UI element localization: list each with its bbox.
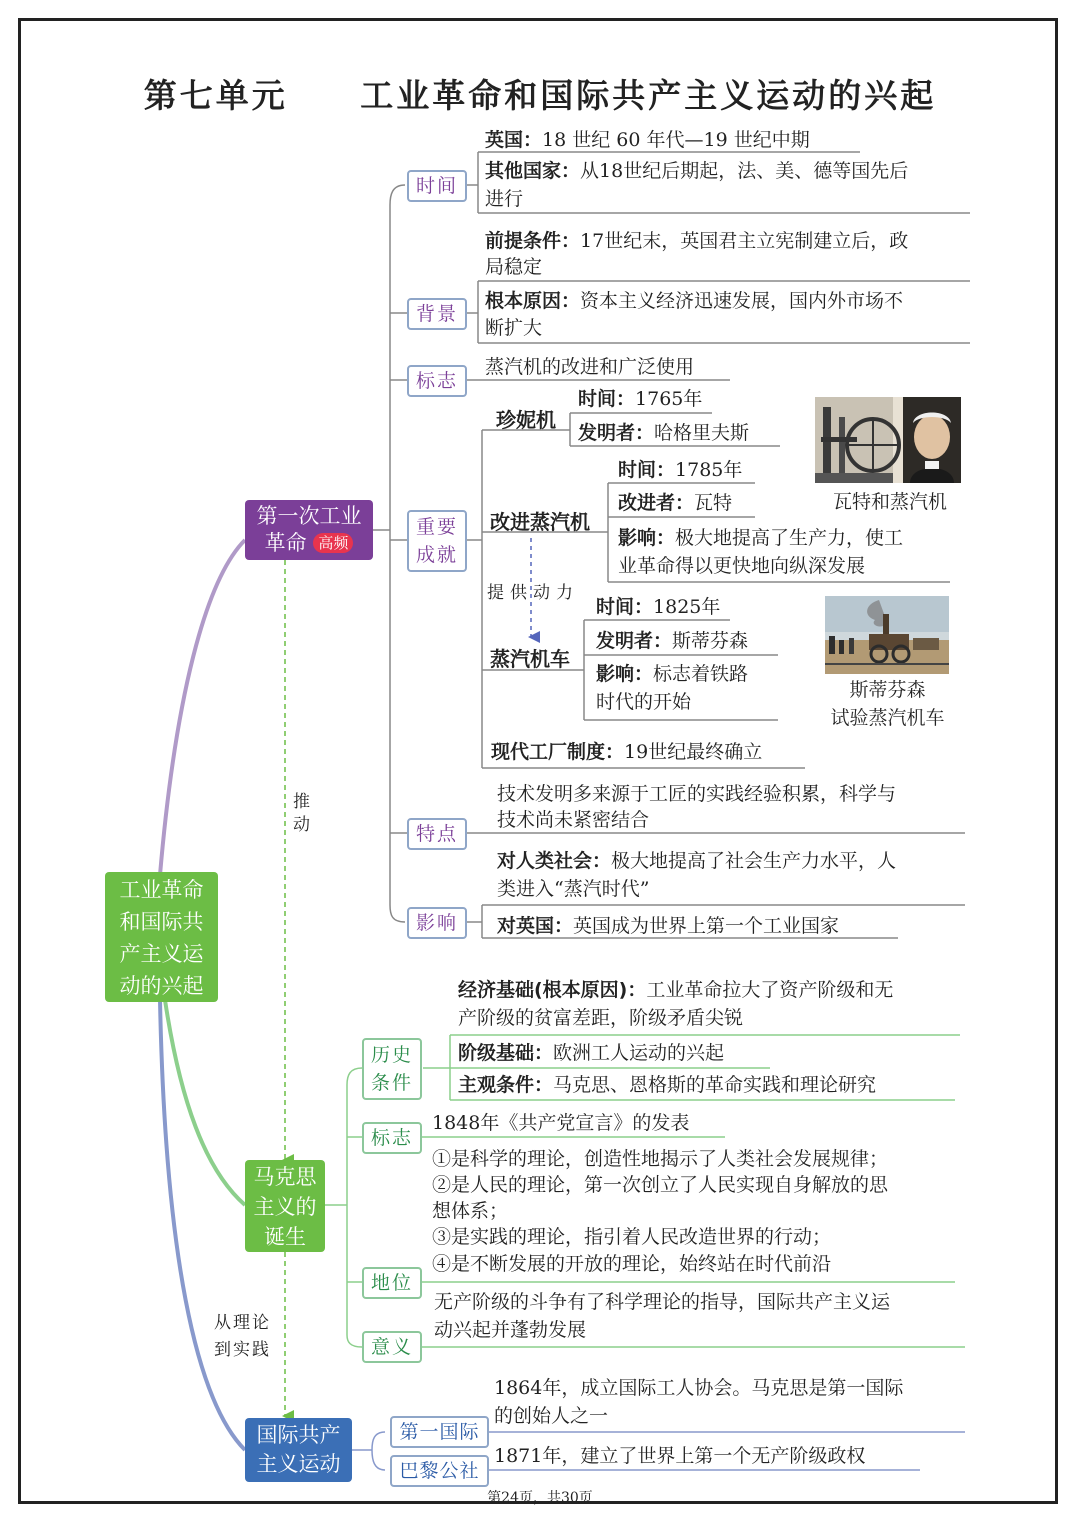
time-others: 其他国家：从18世纪后期起，法、美、德等国先后 [485, 160, 909, 182]
tag-features[interactable]: 特点 [407, 818, 467, 850]
branch1-line-2: 革命 高频 [245, 530, 373, 557]
background-root-cause: 根本原因：资本主义经济迅速发展，国内外市场不 [485, 290, 904, 312]
influence-society-cont: 类进入“蒸汽时代” [497, 878, 650, 900]
tag-significance[interactable]: 意义 [362, 1331, 422, 1363]
status-point-4: ④是不断发展的开放的理论，始终站在时代前沿 [432, 1253, 832, 1275]
branch1-line-1: 第一次工业 [256, 504, 362, 528]
stephenson-image-caption [815, 676, 960, 732]
modern-factory-system: 现代工厂制度：19世纪最终确立 [491, 741, 763, 763]
jenny-inventor: 发明者：哈格里夫斯 [578, 422, 750, 444]
tag-first-international[interactable]: 第一国际 [390, 1416, 489, 1448]
background-premise: 前提条件：17世纪末，英国君主立宪制建立后，政 [485, 230, 909, 252]
mark-text: 蒸汽机的改进和广泛使用 [485, 356, 695, 378]
page-footer: 第24页，共30页 [487, 1490, 593, 1506]
background-premise-cont: 局稳定 [485, 256, 543, 278]
time-others-cont: 进行 [485, 188, 524, 210]
root-node[interactable] [105, 872, 218, 1002]
stephenson-caption-line-1: 斯蒂芬森 [849, 679, 926, 701]
significance-line-2: 动兴起并蓬勃发展 [434, 1319, 587, 1341]
status-point-2-cont: 想体系； [432, 1200, 509, 1222]
spinning-jenny: 珍妮机 [496, 408, 556, 432]
branch2-line-2: 主义的 [253, 1195, 317, 1219]
theory-label-line-1: 从理论 [214, 1313, 271, 1333]
theory-to-practice-label [214, 1310, 271, 1364]
locomotive-time: 时间：1825年 [596, 596, 721, 618]
tag-time[interactable]: 时间 [407, 170, 467, 202]
status-point-1: ①是科学的理论，创造性地揭示了人类社会发展规律； [432, 1148, 889, 1170]
provide-power-label: 提供动力 [487, 583, 579, 603]
history-line-1: 历史 [370, 1044, 413, 1066]
economic-basis-cont: 产阶级的贫富差距，阶级矛盾尖锐 [458, 1007, 744, 1029]
steam-improver: 改进者：瓦特 [618, 492, 733, 514]
background-root-cause-cont: 断扩大 [485, 317, 543, 339]
features-line-1: 技术发明多来源于工匠的实践经验积累，科学与 [497, 783, 897, 805]
branch-international-communist-movement[interactable] [245, 1418, 352, 1482]
root-line-2: 和国际共 [119, 910, 204, 934]
branch-industrial-revolution[interactable] [245, 500, 373, 560]
high-frequency-badge: 高频 [313, 533, 353, 553]
tag-status[interactable]: 地位 [362, 1267, 422, 1299]
stephenson-caption-line-2: 试验蒸汽机车 [830, 707, 945, 729]
tag-achievements[interactable] [407, 510, 467, 572]
first-international-line-2: 的创始人之一 [494, 1405, 609, 1427]
influence-britain: 对英国：英国成为世界上第一个工业国家 [497, 915, 840, 937]
steam-impact: 影响：极大地提高了生产力，使工 [618, 527, 904, 549]
locomotive-impact: 影响：标志着铁路 [596, 663, 749, 685]
push-label: 推动 [293, 792, 310, 835]
influence-society: 对人类社会：极大地提高了社会生产力水平，人 [497, 850, 897, 872]
branch3-line-1: 国际共产 [256, 1423, 341, 1447]
tag-mark[interactable]: 标志 [407, 365, 467, 397]
theory-label-line-2: 到实践 [214, 1340, 271, 1360]
branch2-line-3: 诞生 [264, 1225, 306, 1249]
time-uk: 英国：18 世纪 60 年代—19 世纪中期 [485, 129, 810, 151]
branch3-line-2: 主义运动 [256, 1452, 341, 1476]
manifesto-text: 1848年《共产党宣言》的发表 [432, 1112, 690, 1134]
tag-historical-conditions[interactable] [362, 1038, 422, 1100]
branch2-line-1: 马克思 [253, 1165, 317, 1189]
first-international-line-1: 1864年，成立国际工人协会。马克思是第一国际 [494, 1377, 904, 1399]
locomotive-impact-cont: 时代的开始 [596, 691, 692, 713]
tag-paris-commune[interactable]: 巴黎公社 [390, 1455, 489, 1487]
jenny-time: 时间：1765年 [578, 388, 703, 410]
tag-influence[interactable]: 影响 [407, 907, 467, 939]
steam-impact-cont: 业革命得以更快地向纵深发展 [618, 555, 866, 577]
branch-marxism[interactable] [245, 1160, 325, 1252]
status-point-3: ③是实践的理论，指引着人民改造世界的行动； [432, 1226, 832, 1248]
watt-image-caption: 瓦特和蒸汽机 [832, 491, 947, 513]
significance-line-1: 无产阶级的斗争有了科学理论的指导，国际共产主义运 [434, 1291, 891, 1313]
paris-commune-text: 1871年，建立了世界上第一个无产阶级政权 [494, 1445, 866, 1467]
achievements-line-2: 成就 [415, 544, 458, 566]
root-line-1: 工业革命 [119, 878, 204, 902]
subjective-conditions: 主观条件：马克思、恩格斯的革命实践和理论研究 [458, 1074, 877, 1096]
stephenson-locomotive-image [825, 596, 949, 674]
status-point-2: ②是人民的理论，第一次创立了人民实现自身解放的思 [432, 1174, 889, 1196]
achievements-line-1: 重要 [415, 516, 458, 538]
improved-steam-engine: 改进蒸汽机 [490, 510, 590, 534]
history-line-2: 条件 [370, 1072, 413, 1094]
economic-basis: 经济基础(根本原因)：工业革命拉大了资产阶级和无 [458, 979, 894, 1001]
tag-marx-mark[interactable]: 标志 [362, 1122, 422, 1154]
locomotive-inventor: 发明者：斯蒂芬森 [596, 630, 749, 652]
watt-steam-engine-image [815, 397, 961, 483]
steam-locomotive: 蒸汽机车 [490, 647, 570, 671]
root-line-4: 动的兴起 [119, 974, 204, 998]
root-line-3: 产主义运 [119, 942, 204, 966]
steam-time: 时间：1785年 [618, 459, 743, 481]
tag-background[interactable]: 背景 [407, 298, 467, 330]
class-basis: 阶级基础：欧洲工人运动的兴起 [458, 1042, 725, 1064]
page-title: 第七单元 工业革命和国际共产主义运动的兴起 [143, 76, 937, 115]
features-line-2: 技术尚未紧密结合 [497, 809, 650, 831]
